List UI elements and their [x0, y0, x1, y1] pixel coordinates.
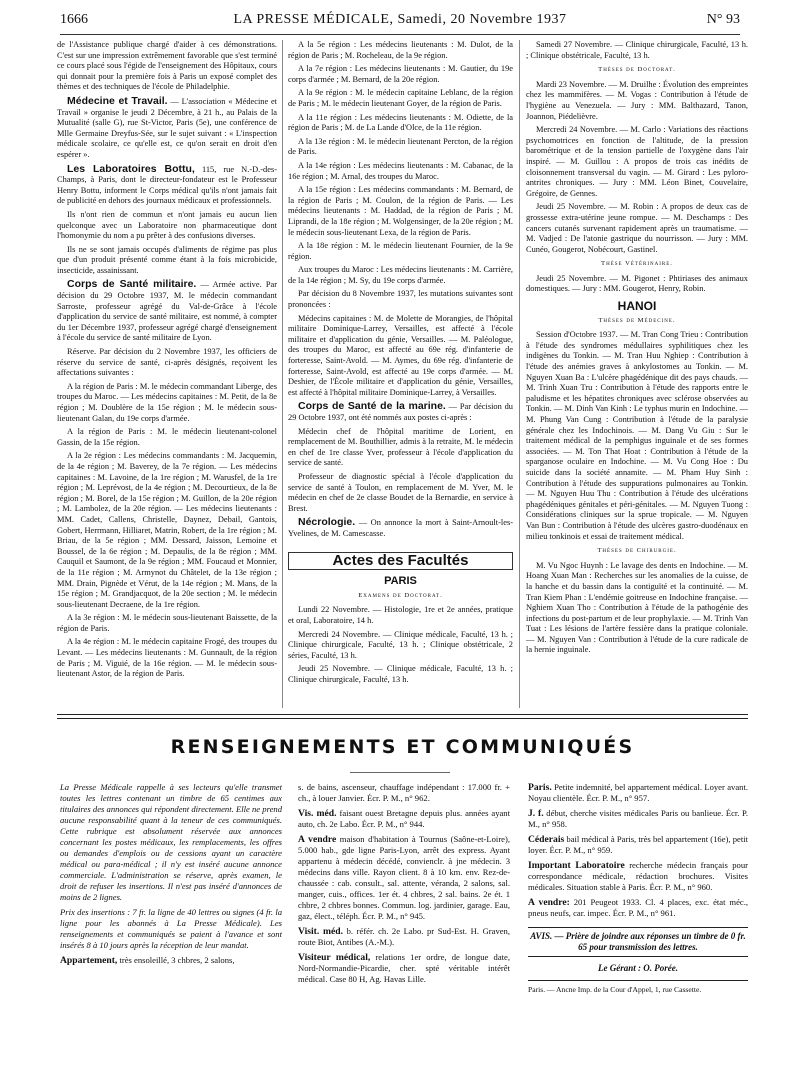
column-3: [526, 40, 748, 659]
classified-ad: [60, 955, 282, 966]
ad-text: Petite indemnité, bel appartement médical. Loyer avant. Noyau clientèle. Écr. P. M., n° 957.: [528, 782, 748, 803]
ornament-rule: [350, 772, 450, 773]
column-1: [57, 40, 277, 683]
paragraph: Médecins capitaines : M. de Molette de Morangies, de l'hôpital militaire Dominique-Larrey, Versailles, est affecté à l'école militaire et d'application du génie, Versailles. — M. Paléologue, des troupes du Maroc, est affecté au 69e rég. d'infanterie de forteresse, Saint-Avold. — M. Aymes, du 69e rég. d'infanterie de forteresse, Saint-Avold, est affecté au 19e corps d'armée. — M. Deshier, de l'École militaire et d'application du génie, Versailles, est affecté à l'hôpital militaire Dominique-Larrey, à Versailles.: [288, 313, 513, 397]
subsection-heading: PARIS: [384, 575, 417, 588]
classified-ad: [528, 860, 748, 893]
paragraph-text: — L'association « Médecine et Travail » organise le jeudi 2 Décembre, à 21 h., au Palais de la Mutualité (salle G), rue St-Victor, Paris (5e), une conférence de Mlle Germaine Dreyfus-Sée, sur le sujet suivant : « L'inspection médicale scolaire, ce qu'elle est, ce qu'on serait en droit d'en espérer ».: [57, 96, 278, 159]
paragraph: Mercredi 24 Novembre. — Clinique médicale, Faculté, 13 h. ; Clinique chirurgicale, Faculté, 13 h. ; Clinique obstétricale, 2 séries, Faculté, 13 h.: [288, 629, 513, 660]
classified-ad: [298, 926, 510, 948]
avis-notice: AVIS. — Prière de joindre aux réponses un timbre de 0 fr. 65 pour transmission des lettres.: [528, 927, 748, 957]
paragraph: M. Vu Ngoc Huynh : Le lavage des dents en Indochine. — M. Hoang Xuan Man : Recherches sur les anomalies de la cuisse, de la hanche et du bassin dans la contiguïté et la continuité. — M. Tran Kiem Phan : L'endémie goitreuse en Indochine française. — Nghiem Xuan Tho : Contribution à l'étude de la pathogénie des infections du post-partum et de leur prophylaxie. — M. Trinh Van Tuat : Les lésions de l'artère fessière dans la pratique coloniale. — M. Nguyen Van : Contribution à l'étude de la cure radicale de la hernie inguinale.: [526, 560, 748, 655]
paragraph: A la 5e région : Les médecins lieutenants : M. Dulot, de la région de Paris ; M. Rocheleau, de la 9e région.: [288, 40, 513, 60]
paragraph: A la 2e région : Les médecins commandants : M. Jacquemin, de la 4e région ; M. Baverey, de la 7e région. — Les médecins capitaines : M. Lavoine, de la 1re région ; M. Warusfel, de la 1re région ; M. Leprévost, de la 4e région ; M. Decourtieux, de la 8e région ; M. Borel, de la 15e région ; M. Guillon, de la 20e région ; M. Lambolez, de la 20e région. — Les médecins lieutenants : MM. Cadet, Callens, Christelle, Daynez, Debail, Gantois, Gobert, Herrmann, Hilliaret, Matrin, Robert, de la 1re région ; M. Briau, de la 5e région ; MM. Dessard, Jaisson, Lemoine et Boussel, de la 6e région ; M. Depaulis, de la 8e région ; MM. Cauquil et Saumont, de la 9e région ; MM. Foucaud et Monnier, de la 11e région ; M. Armynot du Châtelet, de la 13e région ; MM. Drain, Pignède et Vérut, de la 14e région ; M. Mans, de la 15e région ; M. Grandjacquot, de la 20e section ; M. le médecin sous-lieutenant Decraene, de la 1re région.: [57, 451, 278, 609]
section-rule: [57, 718, 748, 719]
header-rule: [60, 34, 740, 35]
page-number: 1666: [60, 12, 88, 27]
price-notice: Prix des insertions : 7 fr. la ligne de 40 lettres ou signes (4 fr. la ligne pour les abonnés à La Presse Médicale). Les renseignements et communiqués se paient à l'avance et sont insérés 8 à 10 jours après la réception de leur mandat.: [60, 907, 282, 950]
caption: Examens de Doctorat.: [358, 591, 443, 599]
paragraph: Ils n'ont rien de commun et n'ont jamais eu aucun lien quelconque avec un Laboratoire non pharmaceutique dont l'homonymie du nom a pu prêter à des confusions diverses.: [57, 209, 277, 241]
paragraph: A la 7e région : Les médecins lieutenants : M. Gautier, du 19e corps d'armée ; M. Bernard, de la 20e région.: [288, 64, 513, 84]
ad-lead: Vis. méd.: [298, 808, 337, 819]
publication-title: LA PRESSE MÉDICALE, Samedi, 20 Novembre 1937: [233, 12, 567, 27]
paragraph: A la 18e région : M. le médecin lieutenant Fournier, de la 9e région.: [288, 241, 513, 261]
classified-ad: [528, 834, 748, 856]
paragraph: [288, 401, 513, 423]
subsection-heading: HANOI: [617, 299, 657, 314]
ad-lead: Important Laboratoire: [528, 860, 625, 871]
paragraph: Lundi 22 Novembre. — Histologie, 1re et 2e années, pratique et oral, Laboratoire, 14 h.: [288, 605, 513, 625]
paragraph: A la 14e région : Les médecins lieutenants : M. Cabanac, de la 16e région ; M. Arnal, des troupes du Maroc.: [288, 160, 513, 181]
paragraph: Samedi 27 Novembre. — Clinique chirurgicale, Faculté, 13 h. ; Clinique obstétricale, Faculté, 13 h.: [526, 40, 748, 60]
paragraph-text: — Armée active. Par décision du 29 Octobre 1937, M. le médecin commandant Sarroste, professeur agrégé du Val-de-Grâce à l'école d'application du service de santé militaire, est nommé, à compter du 1er Décembre 1937, professeur agrégé chargé d'enseignement à l'école du service de santé militaire de Lyon.: [57, 280, 277, 343]
classifieds-column-2: [298, 782, 510, 989]
paragraph: [57, 96, 277, 161]
page-header: [60, 12, 740, 32]
caption: Thèses de Doctorat.: [598, 66, 676, 74]
ad-lead: Visit. méd.: [298, 926, 344, 937]
paragraph: Médecin chef de l'hôpital maritime de Lorient, en remplacement de M. Bouthillier, admis à la retraite, M. le médecin en chef de 1re classe Yver, professeur à l'école d'application du service de santé.: [288, 426, 513, 468]
paragraph: Mardi 23 Novembre. — M. Druilhe : Évolution des empreintes chez les mammifères. — M. Vogas : Contribution à l'étude de l'hygiène au Venezuela. — Jury : MM. Balthazard, Tanon, Joannon, Piédelièvre.: [526, 79, 748, 121]
subheading: Nécrologie.: [298, 516, 356, 529]
classified-ad: [528, 782, 748, 804]
column-rule: [282, 40, 283, 708]
paragraph: [288, 517, 513, 539]
ad-text: très ensoleillé, 3 chbres, 2 salons,: [119, 955, 235, 965]
paragraph: Ils ne se sont jamais occupés d'aliments de régime pas plus que d'un produit présenté comme étant à la fois microbicide, insecticide, assainissant.: [57, 244, 277, 275]
paragraph: A la 4e région : M. le médecin capitaine Frogé, des troupes du Levant. — Les médecins lieutenants : M. Gunnault, de la région de Paris ; M. Viguié, de la 16e région. — M. le médecin sous-lieutenant Astor, de la région de Paris.: [57, 637, 277, 679]
ad-text: bail médical à Paris, très bel appartement (16e), petit loyer. Écr. P. M., n° 959.: [528, 834, 748, 855]
classified-ad: [298, 952, 510, 985]
section-title: RENSEIGNEMENTS ET COMMUNIQUÉS: [170, 736, 635, 758]
paragraph: Session d'Octobre 1937. — M. Tran Cong Trieu : Contribution à l'étude des syndromes médullaires syphilitiques chez les indigènes du Tonkin. — M. Tran Huu Nghiep : Contribution à l'étude des anémies graves à ankylostomes au Tonkin. — M. Nguyen Xuan Ba : L'ulcère phagédénique dit des pays chauds. — M. Trinh Xuan Tru : Contribution à l'étude des rapports entre le paludisme et les hépatites chroniques avec sclérose observées au Tonkin. — M. Dinh Van Kinh : Le typhus murin en Indochine. — M. Phung Van Cung : Contribution à l'étude de la paralysie générale chez les Indochinois. — M. Dang Vu Giu : Sur le traitement médical de la pemphigus inguinale et de ses formes associées. — M. Ton That Hoat : Contribution à l'étude de la sparganose oculaire en Indochine. — M. Vu Cong Hoe : Du suicide dans la société annamite. — M. Pham Huy Sinh : Contribution à l'étude des suppurations pulmonaires au Tonkin. — M. Nguyen Huu Thu : Contribution à l'étude des ulcérations phagédéniques génitales et péri-génitales. — M. Nguyen Tuong : Considérations cliniques sur la sprue tropicale. — M. Nguyen Van Bun : Contribution à l'étude des ulcères gastro-duodénaux en milieu tonkinois et essai de traitement médical.: [526, 330, 748, 541]
ad-lead: Paris.: [528, 782, 552, 793]
ad-lead: A vendre: [298, 834, 337, 845]
section-heading: Actes des Facultés: [288, 552, 513, 571]
ad-lead: Céderais: [528, 834, 565, 845]
ad-text: 201 Peugeot 1933. Cl. 4 places, exc. état méc., pneus neufs, car. impec. Écr. P. M., n° 961.: [528, 897, 749, 918]
ad-lead: A vendre:: [528, 897, 570, 908]
classified-ad: [528, 808, 748, 830]
paragraph: Jeudi 25 Novembre. — Clinique médicale, Faculté, 13 h. ; Clinique chirurgicale, Faculté, 13 h.: [288, 664, 513, 684]
section-rule: [57, 714, 748, 715]
subheading: Corps de Santé militaire.: [67, 278, 197, 291]
ad-text: début, cherche visites médicales Paris ou banlieue. Écr. P. M., n° 958.: [528, 808, 749, 829]
paragraph: A la région de Paris : M. le médecin commandant Liberge, des troupes du Maroc. — Les médecins capitaines : M. Petit, de la 8e région ; M. Doublère de la 15e région ; M. le médecin sous-lieutenant Galan, du 19e corps d'armée.: [57, 381, 277, 423]
paragraph: [57, 164, 277, 207]
paragraph: Jeudi 25 Novembre. — M. Robin : A propos de deux cas de grossesse extra-utérine jeune rompue. — M. Deschamps : Des cancers cutanés survenant rapidement après un traumatisme. — M. Vadjed : De l'atonie gastrique du nourrisson. — Jury : MM. Cunéo, Gougerot, Nobécourt, Gastinel.: [526, 202, 748, 254]
ad-text: relations 1er ordre, de longue date, Nord-Normandie-Picardie, cher. spté véritable intérêt médical. Case 80 H, Ag. Havas Lille.: [298, 952, 510, 984]
ad-lead: Appartement,: [60, 955, 118, 966]
paragraph: Aux troupes du Maroc : Les médecins lieutenants : M. Carrière, de la 14e région ; M. Sy, du 19e corps d'armée.: [288, 265, 513, 285]
ad-text: b. référ. ch. 2e Labo. pr Sud-Est. H. Graven, route Biot, Antibes (A.-M.).: [298, 926, 511, 947]
classified-ad: s. de bains, ascenseur, chauffage indépendant : 17.000 fr. + ch., à louer Janvier. Écr. P. M., n° 962.: [298, 782, 510, 803]
subheading: Corps de Santé de la marine.: [298, 400, 446, 413]
paragraph: Mercredi 24 Novembre. — M. Carlo : Variations des réactions psychomotrices en fonction de l'altitude, de la pression barométrique et de la tension partielle de l'oxygène dans l'air inspiré. — M. Guillou : A propos de trois cas inédits de cloisonnement transversal du vagin. — M. Girard : Les pyloro-antrites chroniques. — Jury : MM. Léon Binet, Couvelaire, Grégoire, de Gennes.: [526, 125, 748, 198]
paragraph: A la 15e région : Les médecins commandants : M. Bernard, de la région de Paris ; M. Coulon, de la région de Paris. — Les médecins lieutenants : M. Haddad, de la région de Paris ; M. Liprandi, de la 18e région ; M. Wolgensinger, de la 20e région ; M. le médecin sous-lieutenant Lexa, de la région de Paris.: [288, 185, 513, 237]
paragraph: de l'Assistance publique chargé d'aider à ces démonstrations. C'est sur une impression extrêmement favorable que s'est terminé ce cours placé sous l'égide de l'enseignement des Hôpitaux, cours qui donnait pour la première fois à Paris un exposé complet des thèmes et des techniques de l'école de Philadelphie.: [57, 40, 277, 92]
publisher-manager: Le Gérant : O. Porée.: [598, 963, 678, 973]
paragraph-text: 115, rue N.-D.-des-Champs, à Paris, dont le directeur-fondateur est le Professeur Henry Bottu, informent le Corps médical qu'ils n'ont jamais fait de publicité en dehors des journaux médicaux et professionnels.: [57, 164, 277, 206]
paragraph: A la 13e région : M. le médecin lieutenant Percton, de la région de Paris.: [288, 136, 513, 157]
paragraph-text: — On annonce la mort à Saint-Arnoult-les-Yvelines, de M. Camescasse.: [288, 518, 514, 538]
ad-lead: J. f.: [528, 808, 544, 819]
caption: Thèses de Chirurgie.: [597, 547, 677, 555]
printer-imprint: Paris. — Ancne Imp. de la Cour d'Appel, 1, rue Cassette.: [528, 980, 748, 995]
ad-lead: Visiteur médical,: [298, 952, 371, 963]
paragraph: A la 3e région : M. le médecin sous-lieutenant Baissette, de la région de Paris.: [57, 613, 277, 633]
column-2: [288, 40, 513, 688]
caption: Thèses de Médecine.: [598, 316, 676, 324]
classified-ad: [528, 897, 748, 919]
paragraph: A la 9e région : M. le médecin capitaine Leblanc, de la région de Paris ; M. le médecin lieutenant Goyer, de la région de Paris.: [288, 88, 513, 108]
ad-text: recherche médecin français pour correspondance médicale, rédaction brochures. Visites médicales. Situation stable à Paris. Écr. P. M., n° 960.: [528, 860, 748, 892]
classified-ad: [298, 834, 510, 922]
paragraph: [57, 279, 277, 344]
notice: La Presse Médicale rappelle à ses lecteurs qu'elle transmet toutes les lettres contenant un timbre de 65 centimes aux titulaires des annonces qui répondent directement. Elle ne prend aucune responsabilité quant à la teneur de ces communiqués. Cette rubrique est absolument réservée aux annonces concernant les postes médicaux, les remplacements, les offres ou demandes d'emplois ou de cessions ayant un caractère médical ou para-médical ; il n'y est inséré aucune annonce commerciale. L'administration se réserve, après examen, le droit de refuser les insertions. Il n'est pas inséré d'annonces de moins de 2 lignes.: [60, 782, 282, 902]
subheading: Médecine et Travail.: [67, 94, 168, 107]
column-rule: [519, 40, 520, 708]
classifieds-column-1: [60, 782, 282, 970]
ad-text: maison d'habitation à Tournus (Saône-et-Loire), 5.000 hab., gde ligne Paris-Lyon, arrêt des express. Ayant appartenu à médecin décédé, convienclr. à jne médecin. 3 médecins dans ville. Rayon client. 8 à 10 km. env. Rez-de-chaussée : cab. consult., sal. attente, véranda, 2 salons, sal. manger, cuis., offices. 1er ét. 4 chbres, 2 sal. bains. 2e ét. 1 chbre, 2 chbres bonnes. Commun. log. jardinier, garage. Eau, gaz, élect., téléph. Écr. P. M., n° 945.: [298, 834, 511, 921]
subheading: Les Laboratoires Bottu,: [67, 162, 195, 175]
paragraph: A la 11e région : Les médecins lieutenants : M. Odiette, de la région de Paris ; M. de La Lande d'Olce, de la 11e région.: [288, 112, 513, 133]
paragraph: Réserve. Par décision du 2 Novembre 1937, les officiers de réserve du service de santé, ci-après désignés, reçoivent les affectations suivantes :: [57, 347, 277, 378]
paragraph: A la région de Paris : M. le médecin lieutenant-colonel Gassin, de la 15e région.: [57, 427, 277, 447]
paragraph: Professeur de diagnostic spécial à l'école d'application du service de santé à Toulon, en remplacement de M. Yver, M. le médecin en chef de 2e classe Boudet de la Bernardie, en service à Brest.: [288, 471, 513, 513]
ad-text: faisant ouest Bretagne depuis plus. années ayant auto, ch. 2e Labo. Écr. P. M., n° 944.: [298, 808, 510, 829]
classified-ad: [298, 808, 510, 830]
issue-number: N° 93: [706, 12, 740, 27]
paragraph: Jeudi 25 Novembre. — M. Pigonet : Phtiriases des animaux domestiques. — Jury : MM. Gougerot, Henry, Robin.: [526, 273, 748, 294]
paragraph-text: — Par décision du 29 Octobre 1937, ont été nommés aux postes ci-après :: [288, 402, 513, 422]
caption: Thèse Vétérinaire.: [601, 260, 673, 268]
paragraph: Par décision du 8 Novembre 1937, les mutations suivantes sont prononcées :: [288, 289, 513, 310]
classifieds-column-3: [528, 782, 748, 995]
